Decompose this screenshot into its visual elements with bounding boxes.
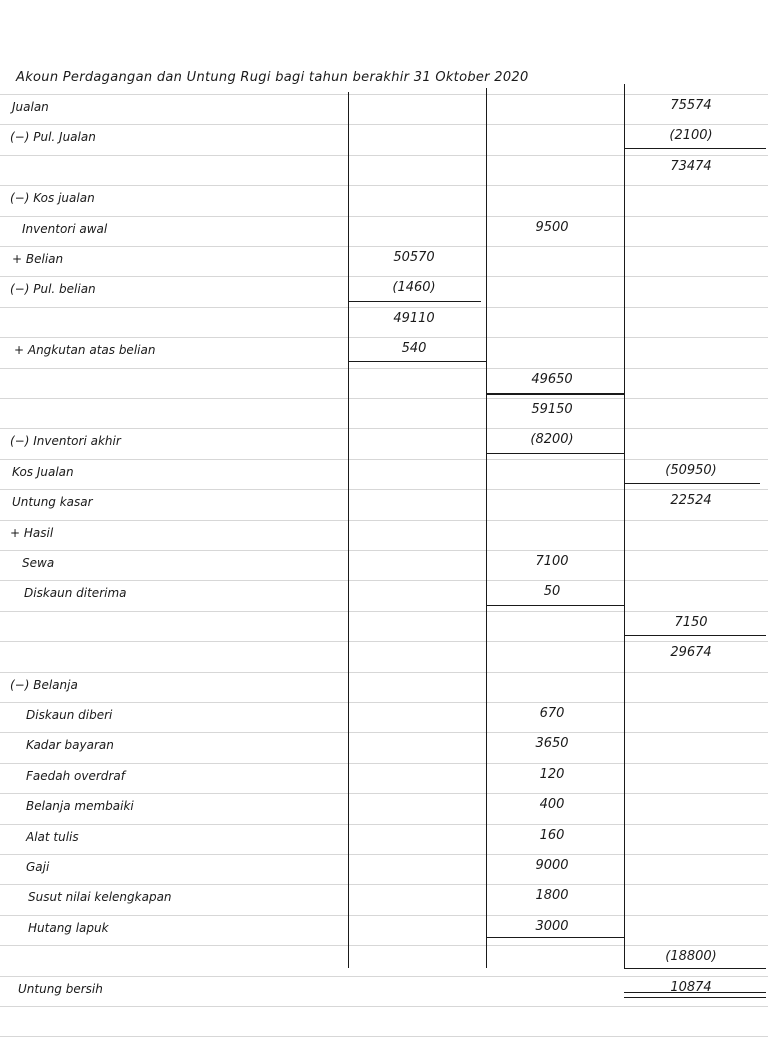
- amount-col-2: 49650: [531, 371, 573, 387]
- page-title: Akoun Perdagangan dan Untung Rugi bagi tahun berakhir 31 Oktober 2020: [16, 70, 529, 85]
- row-label: + Angkutan atas belian: [14, 343, 156, 358]
- row-label: (−) Belanja: [10, 677, 78, 692]
- ruled-line: [0, 368, 768, 369]
- ruled-line: [0, 155, 768, 156]
- ruled-line: [0, 124, 768, 125]
- subtotal-rule: [348, 361, 486, 362]
- ruled-line: [0, 611, 768, 612]
- ruled-line: [0, 945, 768, 946]
- row-label: + Belian: [12, 252, 64, 266]
- subtotal-rule: [624, 635, 766, 636]
- row-label: Kadar bayaran: [26, 738, 114, 753]
- ruled-line: [0, 276, 768, 277]
- ruled-line: [0, 520, 768, 521]
- ruled-line: [0, 246, 768, 247]
- subtotal-rule: [486, 605, 624, 606]
- ruled-line: [0, 702, 768, 703]
- row-label: Jualan: [12, 100, 49, 114]
- row-label: Susut nilai kelengkapan: [28, 890, 172, 905]
- amount-col-3: (18800): [665, 949, 717, 965]
- amount-col-3: 75574: [670, 98, 712, 113]
- ruled-line: [0, 824, 768, 825]
- ruled-line: [0, 307, 768, 308]
- amount-col-2: 7100: [535, 554, 569, 569]
- row-label: Faedah overdraf: [26, 768, 125, 783]
- ruled-line: [0, 884, 768, 885]
- amount-col-3: (50950): [665, 462, 717, 478]
- row-label: Untung bersih: [18, 981, 103, 996]
- amount-col-1: (1460): [392, 280, 436, 296]
- subtotal-rule: [624, 483, 760, 484]
- subtotal-rule: [486, 453, 624, 454]
- subtotal-rule: [624, 968, 766, 969]
- amount-col-1: 540: [401, 341, 427, 357]
- amount-col-2: (8200): [530, 432, 574, 448]
- ruled-line: [0, 672, 768, 673]
- amount-col-2: 400: [539, 797, 565, 813]
- row-label: Belanja membaiki: [26, 799, 134, 814]
- amount-col-2: 3650: [535, 736, 569, 752]
- ruled-line: [0, 550, 768, 551]
- ruled-line: [0, 763, 768, 764]
- ruled-line: [0, 976, 768, 977]
- subtotal-rule: [486, 394, 624, 395]
- ruled-line: [0, 337, 768, 338]
- amount-col-2: 120: [539, 766, 565, 782]
- subtotal-rule: [624, 148, 766, 149]
- amount-col-2: 9500: [535, 219, 569, 235]
- row-label: Diskaun diberi: [26, 708, 113, 722]
- ruled-line: [0, 854, 768, 855]
- column-divider-1: [348, 92, 349, 968]
- ruled-line: [0, 398, 768, 399]
- row-label: Diskaun diterima: [24, 586, 127, 601]
- amount-col-2: 9000: [535, 858, 569, 873]
- column-divider-3: [624, 84, 625, 968]
- amount-col-2: 160: [539, 827, 565, 843]
- row-label: Sewa: [22, 556, 55, 570]
- double-rule: [624, 997, 766, 998]
- ruled-line: [0, 641, 768, 642]
- ruled-line: [0, 185, 768, 186]
- ruled-line: [0, 793, 768, 794]
- ruled-line: [0, 428, 768, 429]
- ruled-line: [0, 459, 768, 460]
- row-label: (−) Pul. belian: [10, 282, 96, 297]
- ruled-line: [0, 1006, 768, 1007]
- amount-col-3: (2100): [669, 128, 713, 144]
- row-label: (−) Kos jualan: [10, 191, 95, 206]
- ruled-line: [0, 489, 768, 490]
- row-label: Kos Jualan: [12, 464, 74, 479]
- amount-col-2: 3000: [535, 918, 569, 934]
- row-label: Gaji: [26, 860, 50, 874]
- row-label: + Hasil: [10, 525, 54, 540]
- amount-col-3: 10874: [670, 979, 712, 995]
- amount-col-3: 22524: [670, 493, 712, 509]
- ruled-line: [0, 732, 768, 733]
- row-label: Hutang lapuk: [28, 920, 109, 935]
- ruled-line: [0, 915, 768, 916]
- amount-col-2: 50: [543, 584, 561, 600]
- amount-col-2: 1800: [535, 888, 569, 904]
- amount-col-2: 670: [539, 706, 565, 721]
- subtotal-rule: [486, 937, 624, 938]
- ruled-line: [0, 580, 768, 581]
- ruled-line: [0, 94, 768, 95]
- row-label: (−) Inventori akhir: [10, 434, 121, 449]
- amount-col-1: 49110: [393, 310, 435, 326]
- row-label: Inventori awal: [22, 221, 108, 236]
- row-label: (−) Pul. Jualan: [10, 130, 96, 145]
- amount-col-1: 50570: [393, 250, 435, 265]
- amount-col-3: 73474: [670, 158, 712, 174]
- amount-col-2: 59150: [531, 402, 573, 417]
- row-label: Untung kasar: [12, 495, 93, 510]
- column-divider-2: [486, 88, 487, 968]
- subtotal-rule: [348, 301, 481, 302]
- ruled-line: [0, 216, 768, 217]
- row-label: Alat tulis: [26, 829, 79, 844]
- amount-col-3: 29674: [670, 645, 712, 661]
- amount-col-3: 7150: [674, 614, 708, 630]
